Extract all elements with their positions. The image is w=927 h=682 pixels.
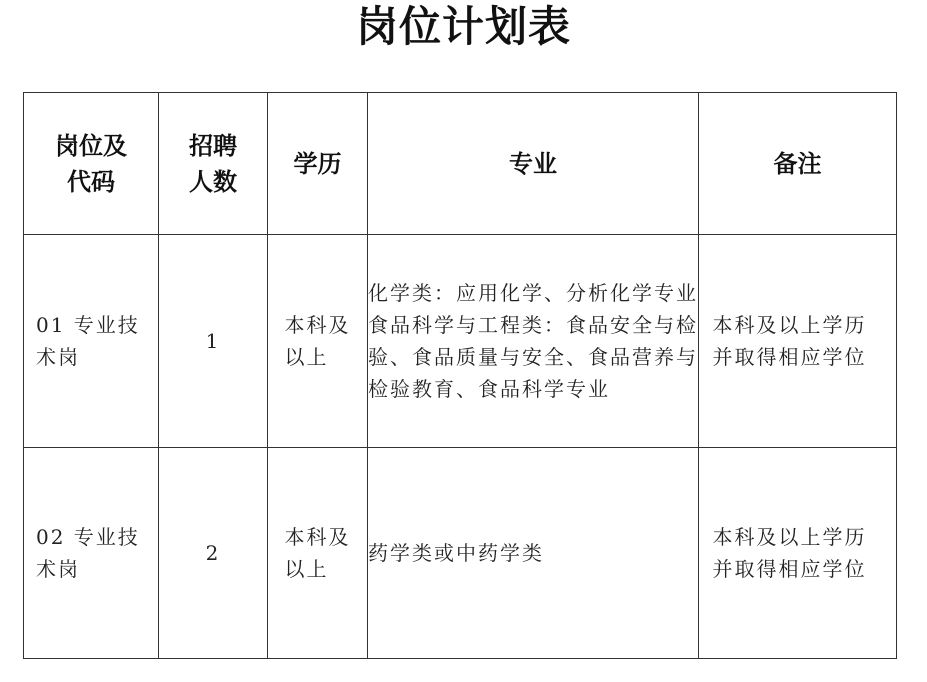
count-text: 1 <box>205 329 221 353</box>
remarks-cell <box>699 448 897 659</box>
position-text: 02 专业技术岗 <box>36 525 140 581</box>
count-cell <box>159 235 268 448</box>
education-cell <box>268 235 368 448</box>
remarks-text: 本科及以上学历并取得相应学位 <box>712 525 867 581</box>
position-cell <box>24 448 159 659</box>
header-major-label: 专业 <box>509 149 557 178</box>
header-education <box>268 93 368 235</box>
header-count <box>159 93 268 235</box>
major-line: 化学类：应用化学、分析化学专业 <box>368 281 698 305</box>
remarks-text: 本科及以上学历并取得相应学位 <box>712 313 867 369</box>
table-header-row <box>24 93 897 235</box>
major-line: 药学类或中药学类 <box>368 541 544 565</box>
table-row <box>24 448 897 659</box>
header-education-label: 学历 <box>293 149 342 178</box>
header-count-label: 招聘人数 <box>189 131 237 196</box>
header-remarks <box>699 93 897 235</box>
header-position <box>24 93 159 235</box>
education-text: 本科及以上 <box>284 525 351 581</box>
page-title: 岗位计划表 <box>355 2 571 51</box>
count-text: 2 <box>205 541 221 565</box>
education-cell <box>268 448 368 659</box>
major-cell <box>368 235 699 448</box>
table-row <box>24 235 897 448</box>
position-plan-table <box>23 92 897 659</box>
major-cell <box>368 448 699 659</box>
position-text: 01 专业技术岗 <box>36 313 140 369</box>
header-position-label: 岗位及代码 <box>55 131 127 196</box>
major-line: 食品科学与工程类：食品安全与检验、食品质量与安全、食品营养与检验教育、食品科学专业 <box>368 313 698 401</box>
header-remarks-label: 备注 <box>773 149 822 178</box>
count-cell <box>159 448 268 659</box>
header-major <box>368 93 699 235</box>
remarks-cell <box>699 235 897 448</box>
education-text: 本科及以上 <box>284 313 351 369</box>
position-cell <box>24 235 159 448</box>
